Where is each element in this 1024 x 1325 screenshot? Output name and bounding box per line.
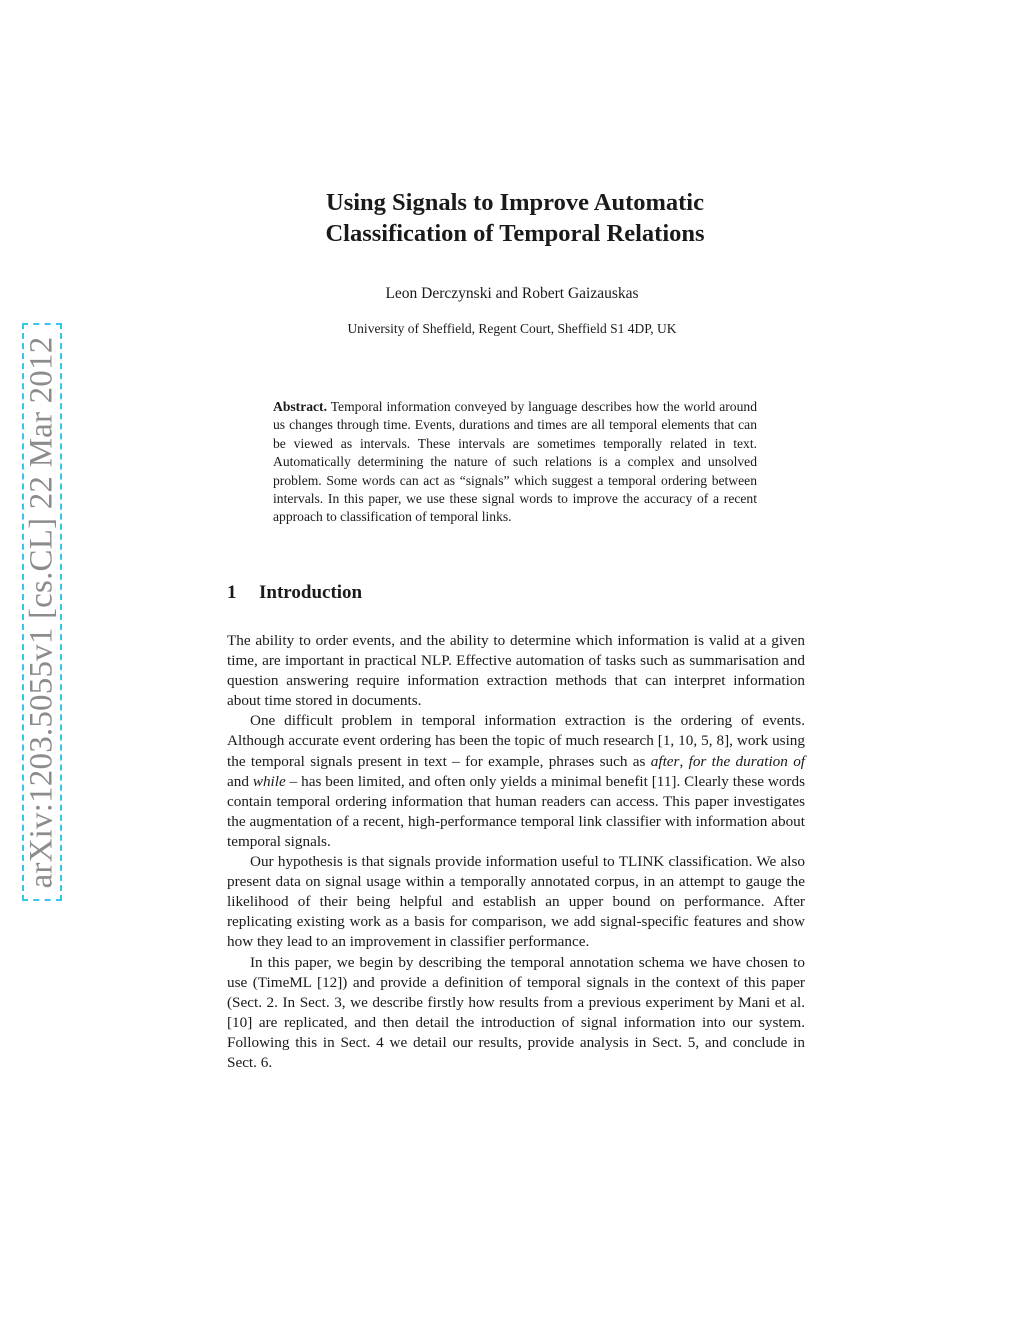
signal-word-after: after (650, 752, 680, 770)
paragraph-4: In this paper, we begin by describing the temporal annotation schema we have chosen to use (TimeML [12]) and provide a definition of temporal signals in the context of this paper (Sect. 2. In Sect. 3, we describe firstly how results from a previous experiment by Mani et al. [10] are replicated, and then detail the introduction of signal information into our system. Following this in Sect. 4 we detail our results, provide analysis in Sect. 5, and conclude in Sect. 6. (227, 953, 805, 1071)
arxiv-stamp (22, 323, 62, 901)
signal-word-while: while (252, 772, 286, 790)
affiliation: University of Sheffield, Regent Court, Sheffield S1 4DP, UK (347, 321, 677, 336)
arxiv-identifier: arXiv:1203.5055v1 [cs.CL] 22 Mar 2012 (23, 336, 60, 888)
section-heading (227, 582, 362, 604)
paragraph-2-part-b: – has been limited, and often only yields a minimal benefit [11]. Clearly these words contain temporal ordering information that human readers can access. This paper investigates the augmentation of a recent, high-performance temporal link classifier with information about temporal signals. (227, 772, 805, 850)
paragraph-2-and: and (227, 772, 253, 790)
paragraph-3: Our hypothesis is that signals provide information useful to TLINK classification. We also present data on signal usage within a temporally annotated corpus, in an attempt to gauge the likelihood of their being helpful and establish an upper bound on performance. After replicating existing work as a basis for comparison, we add signal-specific features and show how they lead to an improvement in classifier performance. (227, 853, 805, 951)
paper-title (0, 187, 1024, 249)
paragraph-2-part-a: One difficult problem in temporal information extraction is the ordering of events. Although accurate event ordering has been the topic of much research [1, 10, 5, 8], work using the temporal signals present in text – for example, phrases such as (227, 712, 805, 770)
abstract-text: Temporal information conveyed by language describes how the world around us changes through time. Events, durations and times are all temporal elements that can be viewed as intervals. These intervals are sometimes temporally related in text. Automatically determining the nature of such relations is a complex and unsolved problem. Some words can act as “signals” which suggest a temporal ordering between intervals. In this paper, we use these signal words to improve the accuracy of a recent approach to classification of temporal links. (273, 399, 757, 525)
abstract-label: Abstract. (273, 399, 327, 414)
paragraph-1: The ability to order events, and the ability to determine which information is valid at a given time, are important in practical NLP. Effective automation of tasks such as summarisation and question answering require information extraction methods that can interpret information about time stored in documents. (227, 632, 805, 710)
title-line-1: Using Signals to Improve Automatic (326, 189, 704, 216)
abstract (273, 398, 757, 527)
title-line-2: Classification of Temporal Relations (325, 220, 705, 247)
signal-word-duration: for the duration of (688, 752, 806, 770)
section-number: 1 (227, 582, 237, 603)
body-text (227, 631, 805, 1073)
paragraph-2 (227, 711, 805, 852)
section-title: Introduction (259, 582, 363, 603)
paragraph-2-sep: , (679, 752, 689, 770)
authors: Leon Derczynski and Robert Gaizauskas (385, 285, 639, 302)
